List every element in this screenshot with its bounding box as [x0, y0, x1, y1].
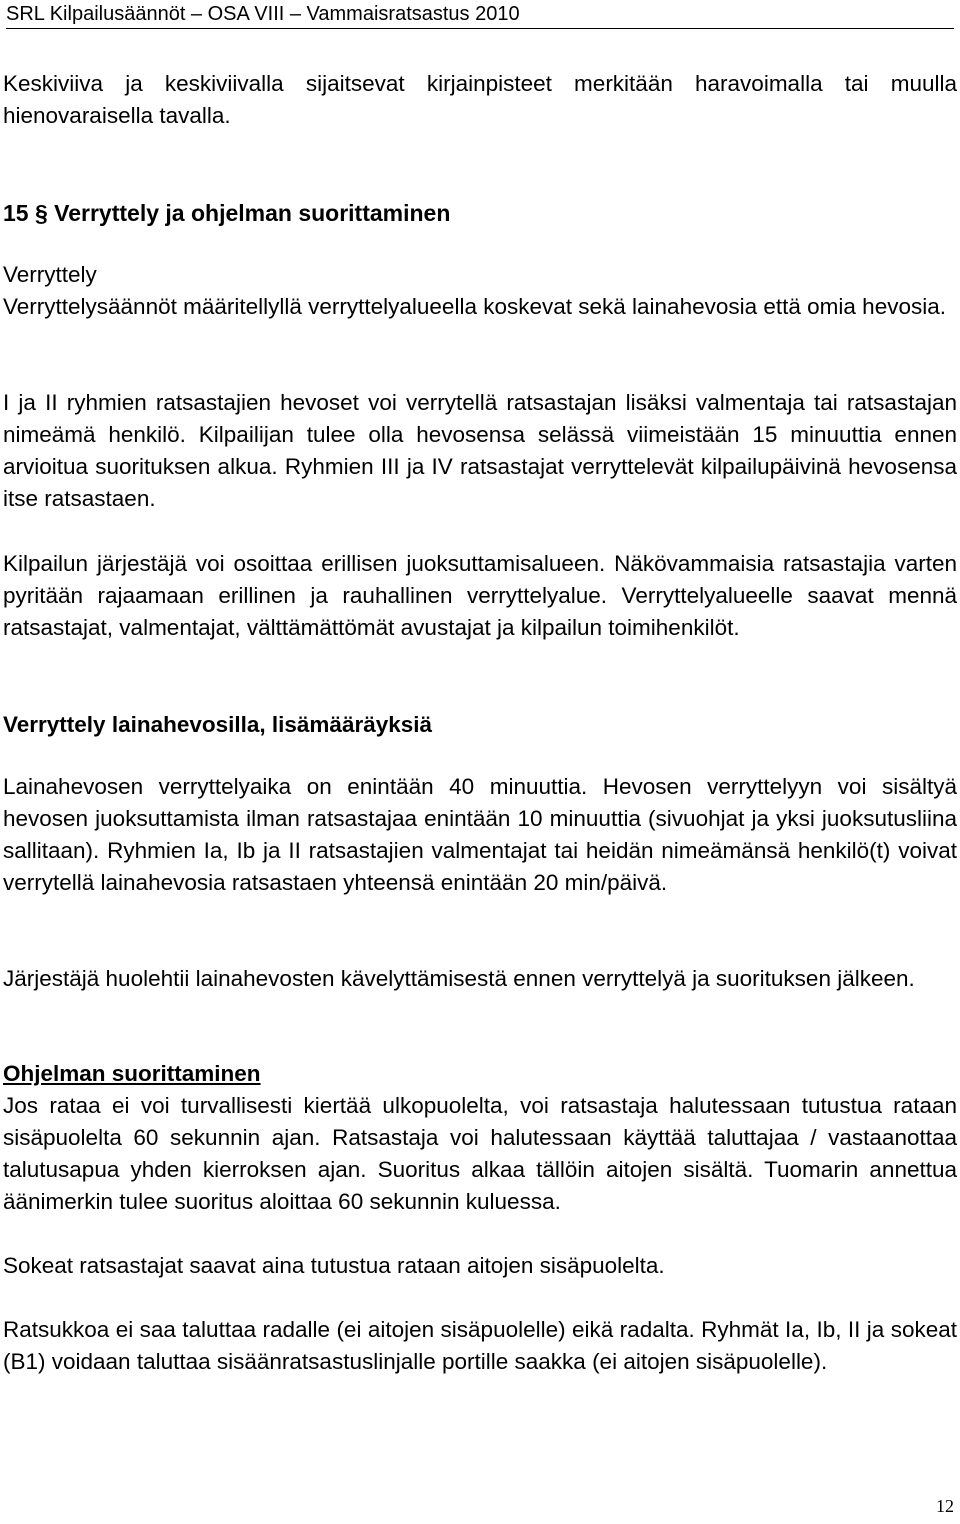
paragraph-track-familiarization: Jos rataa ei voi turvallisesti kiertää ulkopuolelta, voi ratsastaja halutessaan tutustua rataan sisäpuolelta 60 sekunnin ajan. Ratsastaja voi halutessaan käyttää taluttajaa / vastaanottaa talutusapua yhden kierroksen ajan. Suoritus alkaa tällöin aitojen sisältä. Tuomarin annettua äänimerkin tulee suoritus aloittaa 60 sekunnin kuluessa. — [3, 1093, 957, 1214]
section-heading: 15 § Verryttely ja ohjelman suorittaminen — [3, 200, 451, 226]
paragraph-warmup-area: Kilpailun järjestäjä voi osoittaa erillisen juoksuttamisalueen. Näkövammaisia ratsastajia varten pyritään rajaamaan erillinen ja rauhallinen verryttelyalue. Verryttelyalueelle saavat mennä ratsastajat, valmentajat, välttämättömät avustajat ja kilpailun toimihenkilöt. — [3, 551, 957, 640]
page-number: 12 — [936, 1496, 954, 1516]
subsection-title-loan-horses: Verryttely lainahevosilla, lisämääräyksiä — [3, 712, 433, 737]
paragraph-blind-riders: Sokeat ratsastajat saavat aina tutustua rataan aitojen sisäpuolelta. — [3, 1253, 665, 1278]
subsection-title-verryttely: Verryttely — [3, 262, 97, 287]
paragraph-organizer-walking: Järjestäjä huolehtii lainahevosten kävelyttämisestä ennen verryttelyä ja suorituksen jälkeen. — [3, 966, 915, 991]
subsection-title-program: Ohjelman suorittaminen — [3, 1061, 261, 1086]
document-title: SRL Kilpailusäännöt – OSA VIII – Vammaisratsastus 2010 — [6, 3, 520, 25]
paragraph-leading-rules: Ratsukkoa ei saa taluttaa radalle (ei aitojen sisäpuolelle) eikä radalta. Ryhmät Ia, Ib, II ja sokeat (B1) voidaan taluttaa sisäänratsastuslinjalle portille saakka (ei aitojen sisäpuolelle). — [3, 1317, 957, 1374]
paragraph-verryttely-rules: Verryttelysäännöt määritellyllä verryttelyalueella koskevat sekä lainahevosia että omia hevosia. — [3, 294, 946, 319]
paragraph-groups-warmup: I ja II ryhmien ratsastajien hevoset voi verrytellä ratsastajan lisäksi valmentaja tai ratsastajan nimeämä henkilö. Kilpailijan tulee olla hevosensa selässä viimeistään 15 minuuttia ennen arvioitua suorituksen alkua. Ryhmien III ja IV ratsastajat verryttelevät kilpailupäivinä hevosensa itse ratsastaen. — [3, 390, 957, 511]
page-header — [6, 2, 954, 29]
intro-paragraph: Keskiviiva ja keskiviivalla sijaitsevat kirjainpisteet merkitään haravoimalla tai muulla hienovaraisella tavalla. — [3, 71, 957, 128]
paragraph-loan-horse-time: Lainahevosen verryttelyaika on enintään 40 minuuttia. Hevosen verryttelyyn voi sisältyä hevosen juoksuttamista ilman ratsastajaa enintään 10 minuuttia (sivuohjat ja yksi juoksutusliina sallitaan). Ryhmien Ia, Ib ja II ratsastajien valmentajat tai heidän nimeämänsä henkilö(t) voivat verrytellä lainahevosia ratsastaen yhteensä enintään 20 min/päivä. — [3, 774, 957, 895]
